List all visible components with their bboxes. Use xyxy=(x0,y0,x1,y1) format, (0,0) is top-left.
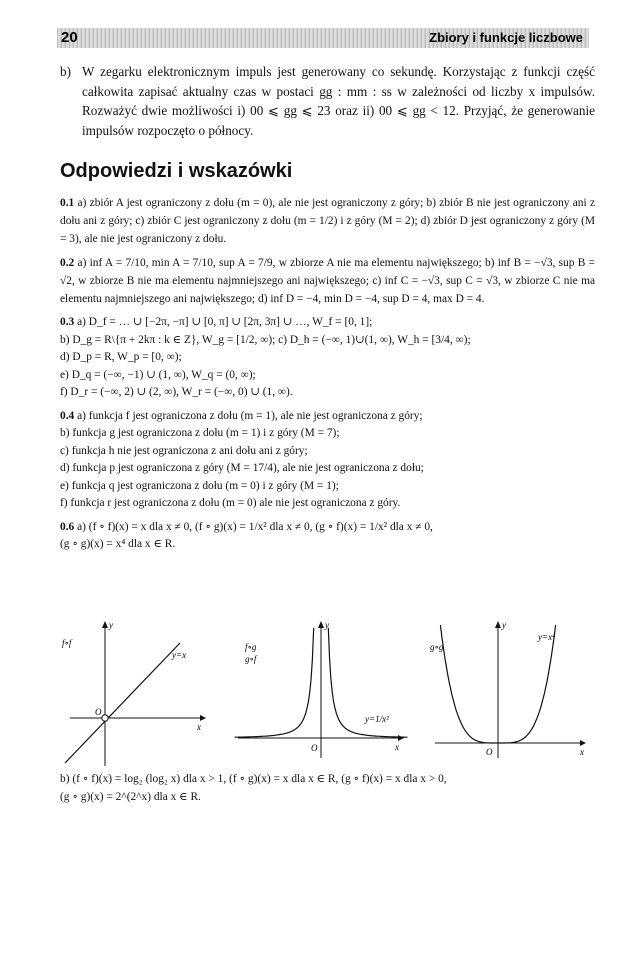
answer-line: e) funkcja q jest ograniczona z dołu (m = 0) i z góry (M = 1); xyxy=(60,479,339,492)
problem-b-text: W zegarku elektronicznym impuls jest generowany co sekundę. Korzystając z funkcji część całkowita zapisać aktualny czas w postaci gg : mm : ss w zależności od liczby x impulsów. Rozważyć dwie możliwości i) 00 ⩽ gg ⩽ 23 oraz ii) 00 ⩽ gg < 12. Przyjąć, że generowanie impulsów rozpoczęto o północy. xyxy=(82,64,595,138)
answer-0-4 xyxy=(60,408,595,513)
x-axis-label: x xyxy=(395,742,399,752)
y-axis-arrow-icon xyxy=(102,621,108,628)
func-label: f∘f xyxy=(62,638,72,648)
curve-label: y=x xyxy=(172,650,187,660)
answer-line: a) (f ∘ f)(x) = x dla x ≠ 0, (f ∘ g)(x) = 1/x² dla x ≠ 0, (g ∘ f)(x) = 1/x² dla x ≠ 0, xyxy=(77,520,433,533)
answer-line: b) (f ∘ f)(x) = log₂ (log₂ x) dla x > 1, (f ∘ g)(x) = x dla x ∈ R, (g ∘ f)(x) = x dla x > 0, xyxy=(60,773,447,785)
y-axis-label: y xyxy=(109,620,113,630)
answer-line: a) funkcja f jest ograniczona z dołu (m = 1), ale nie jest ograniczona z góry; xyxy=(77,409,423,422)
figures-row xyxy=(60,618,595,768)
origin-label: O xyxy=(95,707,102,717)
x-axis-arrow-icon xyxy=(200,715,206,721)
y-axis-label: y xyxy=(502,620,506,630)
origin-label: O xyxy=(311,743,318,753)
page-number: 20 xyxy=(61,29,78,46)
answer-line: b) funkcja g jest ograniczona z dołu (m = 1) i z góry (M = 7); xyxy=(60,427,340,439)
section-title: Odpowiedzi i wskazówki xyxy=(60,160,293,182)
answer-0-3 xyxy=(60,314,595,402)
curve-label: y=x⁴ xyxy=(538,632,556,642)
problem-b-label: b) xyxy=(60,64,71,79)
answer-0-6 xyxy=(60,519,595,554)
excluded-point-icon xyxy=(102,715,108,721)
figure-fof xyxy=(60,618,210,768)
answer-line: f) D_r = (−∞, 2) ∪ (2, ∞), W_r = (−∞, 0) ∪ (1, ∞). xyxy=(60,386,293,398)
answers-list xyxy=(60,194,595,560)
func-label: f∘g xyxy=(245,642,257,652)
answer-number: 0.6 xyxy=(60,520,75,533)
problem-b xyxy=(60,62,595,140)
answer-number: 0.4 xyxy=(60,409,75,422)
func-label: g∘f xyxy=(245,654,257,664)
answer-line: e) D_q = (−∞, −1) ∪ (1, ∞), W_q = (0, ∞); xyxy=(60,368,256,381)
chapter-title: Zbiory i funkcje liczbowe xyxy=(429,30,583,45)
y-axis-label: y xyxy=(325,620,329,630)
answer-number: 0.2 xyxy=(60,257,75,269)
answer-line: (g ∘ g)(x) = x⁴ dla x ∈ R. xyxy=(60,538,176,550)
answer-text: a) zbiór A jest ograniczony z dołu (m = 0), ale nie jest ograniczony z góry; b) zbiór B nie jest ograniczony ani z dołu ani z góry; c) zbiór C jest ograniczony z dołu (m = 1/2) i z góry (M = 2); d) zbiór D jest ograniczony z góry (M = 3), ale nie jest ograniczony z dołu. xyxy=(60,197,595,245)
answer-0-6-b xyxy=(60,770,595,806)
answer-line: a) D_f = … ∪ [−2π, −π] ∪ [0, π] ∪ [2π, 3π] ∪ …, W_f = [0, 1]; xyxy=(77,316,373,328)
x-axis-label: x xyxy=(580,747,584,757)
answer-line: d) funkcja p jest ograniczona z góry (M = 17/4), ale nie jest ograniczona z dołu; xyxy=(60,462,424,474)
answer-line: d) D_p = R, W_p = [0, ∞); xyxy=(60,351,182,363)
y-axis-arrow-icon xyxy=(318,621,324,628)
answer-line: (g ∘ g)(x) = 2^(2^x) dla x ∈ R. xyxy=(60,791,201,803)
answer-number: 0.3 xyxy=(60,316,75,328)
answer-line: b) D_g = R\{π + 2kπ : k ∈ Z}, W_g = [1/2, ∞); c) D_h = (−∞, 1)∪(1, ∞), W_h = [3/4, ∞); xyxy=(60,333,471,346)
origin-label: O xyxy=(486,747,493,757)
x-axis-arrow-icon xyxy=(398,735,404,741)
answer-text: a) inf A = 7/10, min A = 7/10, sup A = 7/9, w zbiorze A nie ma elementu największego; b) inf B = −√3, sup B = √2, w zbiorze B nie ma elementu najmniejszego ani największego; c) inf C = −√3, sup C = √3, w zbiorze C nie ma elementu najmniejszego ani największego; d) inf D = −4, min D = −4, sup D = 4, max D = 4. xyxy=(60,257,595,305)
curve-label: y=1/x² xyxy=(365,714,389,724)
func-label: g∘g xyxy=(430,642,444,652)
figure-fog-gof xyxy=(233,618,408,768)
answer-line: f) funkcja r jest ograniczona z dołu (m = 0) ale nie jest ograniczona z góry. xyxy=(60,497,401,509)
answer-0-1 xyxy=(60,194,595,248)
answer-number: 0.1 xyxy=(60,197,75,209)
figure-gog xyxy=(430,618,595,768)
y-axis-arrow-icon xyxy=(495,621,501,628)
answer-line: c) funkcja h nie jest ograniczona z ani dołu ani z góry; xyxy=(60,444,308,457)
x-axis-arrow-icon xyxy=(580,740,586,746)
x-axis-label: x xyxy=(197,722,201,732)
page-header xyxy=(57,28,589,48)
graph-line-y-equals-x xyxy=(65,643,180,763)
answer-0-2 xyxy=(60,254,595,308)
